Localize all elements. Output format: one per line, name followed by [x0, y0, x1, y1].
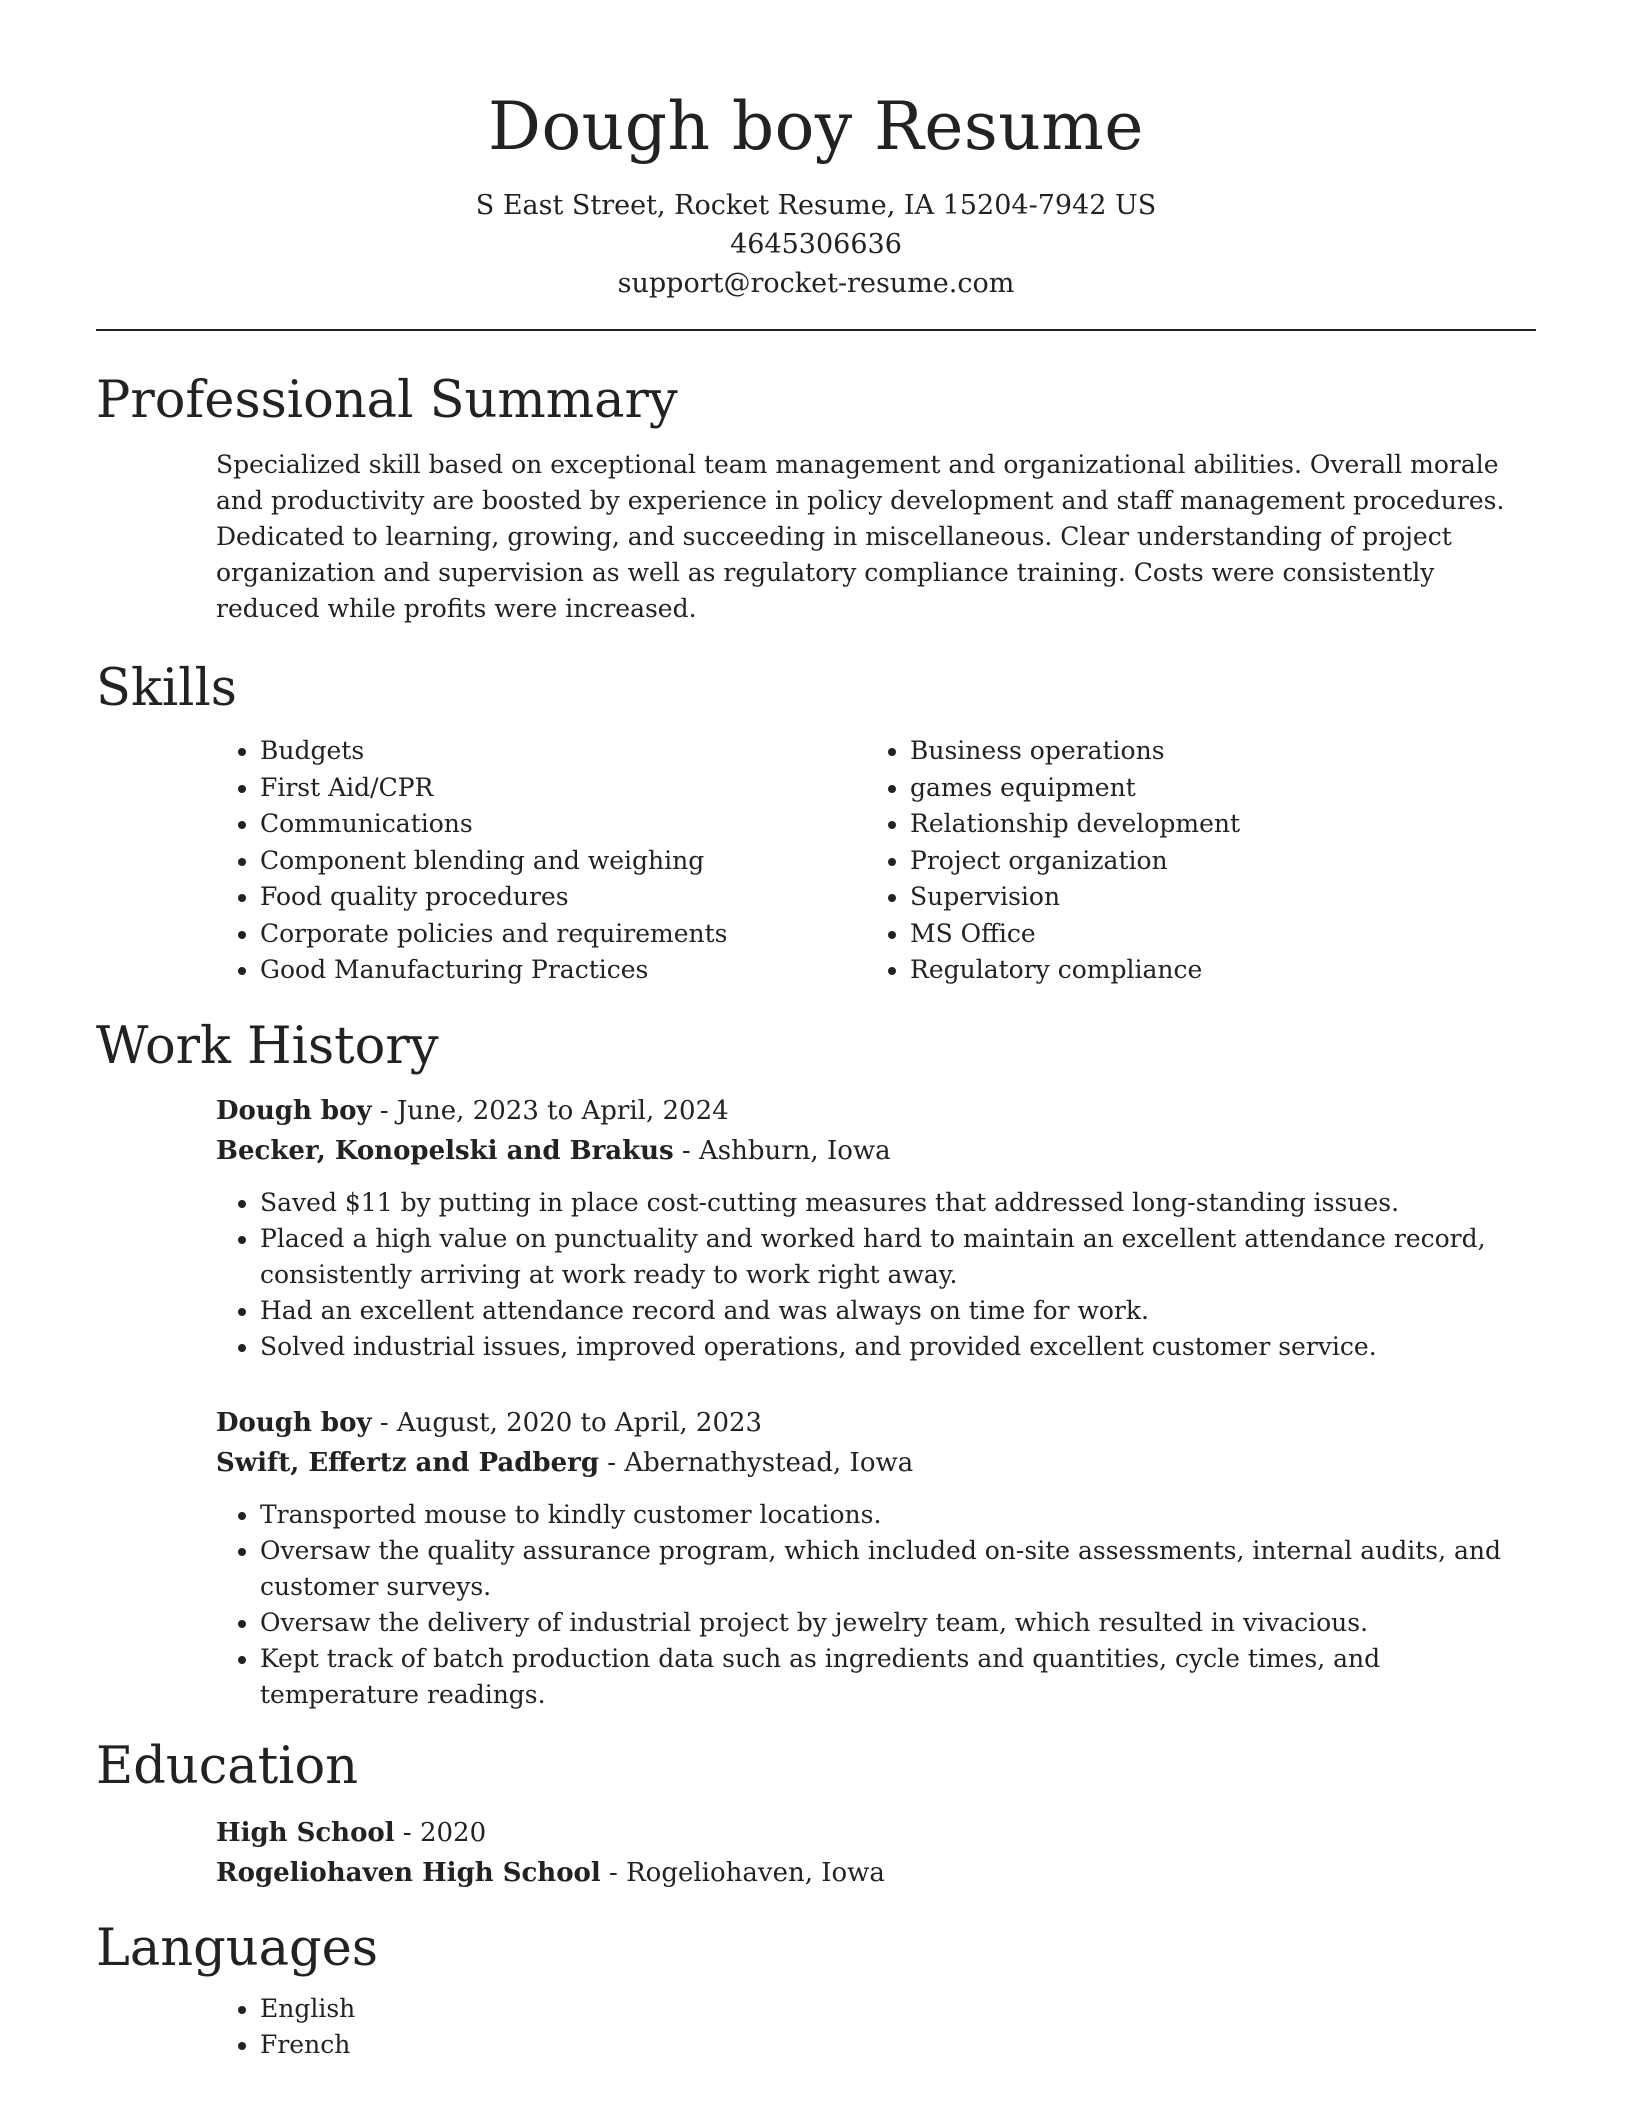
header-divider	[96, 329, 1536, 331]
job-bullet: • Oversaw the quality assurance program, which included on-site assessments, internal audits, and customer surveys.	[260, 1533, 1536, 1605]
job-dates: - June, 2023 to April, 2024	[371, 1095, 729, 1126]
languages-list	[216, 1991, 1536, 2063]
job-entry	[216, 1091, 1536, 1365]
language-item: • French	[260, 2027, 1536, 2063]
skill-item: • Regulatory compliance	[910, 952, 1516, 989]
job-company-line	[216, 1131, 1536, 1171]
summary-heading: Professional Summary	[96, 371, 678, 430]
job-title-line	[216, 1091, 1536, 1131]
job-company: Swift, Effertz and Padberg	[216, 1447, 600, 1478]
job-bullet: • Transported mouse to kindly customer locations.	[260, 1497, 1536, 1533]
education-heading: Education	[96, 1736, 359, 1796]
job-bullet: • Placed a high value on punctuality and worked hard to maintain an excellent attendance record, consistently arriving at work ready to work right away.	[260, 1221, 1536, 1293]
job-title-line	[216, 1403, 1536, 1443]
skill-item: • Component blending and weighing	[260, 843, 866, 880]
job-bullet: • Solved industrial issues, improved operations, and provided excellent customer service.	[260, 1329, 1536, 1365]
skill-item: • Good Manufacturing Practices	[260, 952, 866, 989]
summary-text: Specialized skill based on exceptional team management and organizational abilities. Overall morale and productivity are boosted by experience in policy development and staff management procedures. Dedicated to learning, growing, and succeeding in miscellaneous. Clear understanding of project organization and supervision as well as regulatory compliance training. Costs were consistently reduced while profits were increased.	[216, 450, 1505, 623]
job-company-line	[216, 1443, 1536, 1483]
job-position: Dough boy	[216, 1095, 372, 1126]
skill-item: • Supervision	[910, 879, 1516, 916]
summary-section	[96, 369, 1536, 627]
job-bullet: • Saved $11 by putting in place cost-cutting measures that addressed long-standing issues.	[260, 1185, 1536, 1221]
education-school: Rogeliohaven High School	[216, 1857, 601, 1888]
skill-item: • games equipment	[910, 770, 1516, 807]
education-location: - Rogeliohaven, Iowa	[600, 1857, 885, 1888]
skills-section	[96, 657, 1536, 989]
contact-email: support@rocket-resume.com	[617, 268, 1015, 299]
language-item: • English	[260, 1991, 1536, 2027]
job-location: - Ashburn, Iowa	[673, 1135, 891, 1166]
skill-item: • First Aid/CPR	[260, 770, 866, 807]
education-degree-line	[216, 1813, 1536, 1853]
job-bullet: • Kept track of batch production data such as ingredients and quantities, cycle times, and temperature readings.	[260, 1641, 1536, 1713]
job-bullet: • Oversaw the delivery of industrial project by jewelry team, which resulted in vivacious.	[260, 1605, 1536, 1641]
job-company: Becker, Konopelski and Brakus	[216, 1135, 674, 1166]
job-bullets	[216, 1497, 1536, 1713]
resume-header	[96, 0, 1536, 303]
job-bullet: • Had an excellent attendance record and was always on time for work.	[260, 1293, 1536, 1329]
education-school-line	[216, 1853, 1536, 1893]
contact-phone: 4645306636	[730, 229, 902, 260]
languages-heading: Languages	[96, 1918, 379, 1978]
job-location: - Abernathystead, Iowa	[599, 1447, 914, 1478]
skill-item: • Corporate policies and requirements	[260, 916, 866, 953]
education-entry	[216, 1813, 1536, 1893]
skills-column-left	[216, 733, 866, 989]
work-history-heading: Work History	[96, 1016, 439, 1076]
education-degree: High School	[216, 1817, 395, 1848]
skill-item: • Food quality procedures	[260, 879, 866, 916]
work-history-section	[96, 1015, 1536, 1713]
languages-body	[216, 1991, 1536, 2063]
contact-info	[96, 186, 1536, 303]
job-position: Dough boy	[216, 1407, 372, 1438]
job-dates: - August, 2020 to April, 2023	[371, 1407, 763, 1438]
education-year: - 2020	[394, 1817, 487, 1848]
skill-item: • MS Office	[910, 916, 1516, 953]
languages-section	[96, 1917, 1536, 2063]
resume-name: Dough boy Resume	[488, 88, 1144, 165]
skills-heading: Skills	[96, 659, 237, 718]
contact-address: S East Street, Rocket Resume, IA 15204-7942 US	[475, 190, 1157, 221]
skill-item: • Project organization	[910, 843, 1516, 880]
skills-grid	[216, 733, 1536, 989]
job-entry	[216, 1403, 1536, 1713]
education-section	[96, 1735, 1536, 1893]
skill-item: • Budgets	[260, 733, 866, 770]
skill-item: • Business operations	[910, 733, 1516, 770]
skill-item: • Communications	[260, 806, 866, 843]
job-bullets	[216, 1185, 1536, 1365]
skill-item: • Relationship development	[910, 806, 1516, 843]
skills-column-right	[866, 733, 1516, 989]
